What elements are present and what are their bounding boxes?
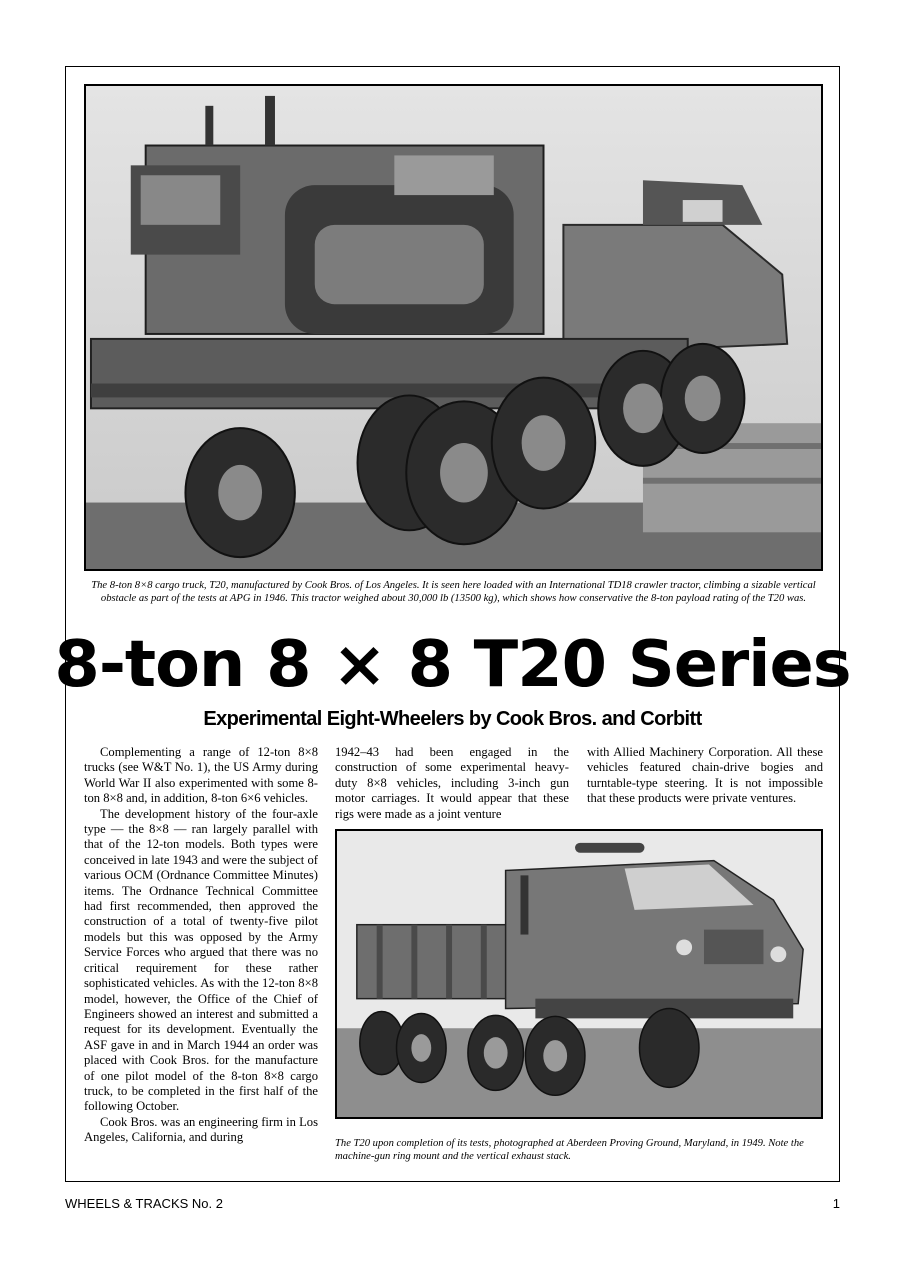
bottom-photo-caption: The T20 upon completion of its tests, photographed at Aberdeen Proving Ground, Maryland, in 1949. Note the machine-gun ring mount and the vertical exhaust stack. xyxy=(335,1138,804,1162)
article-column-2 xyxy=(335,745,569,822)
article-column-3 xyxy=(587,745,823,807)
page-number: 1 xyxy=(832,1196,840,1211)
article-column-1 xyxy=(84,745,318,1146)
column-1-paragraph-2: The development history of the four-axle type — the 8×8 — ran largely parallel with that of the 12-ton models. Both types were conceived in late 1943 and were the subject of various OCM (Ordnance Committee Minutes) items. The Ordnance Technical Committee had first recommended, then approved the construction of a total of twenty-five pilot models but this was opposed by the Army Service Forces who argued that there was no critical requirement for these rather sophisticated vehicles. As with the 12-ton 8×8 model, however, the Office of the Chief of Engineers showed an interest and submitted a request for its development. Eventually the ASF gave in and in March 1944 an order was placed with Cook Bros. for the manufacture of one pilot model of the 8-ton 8×8 cargo truck, to be completed in the first half of the following October. xyxy=(84,806,318,1114)
bottom-photo xyxy=(335,829,823,1119)
page-title: 8-ton 8 × 8 T20 Series xyxy=(54,628,851,702)
column-1-paragraph-3: Cook Bros. was an engineering firm in Los Angeles, California, and during xyxy=(84,1114,318,1145)
column-2-paragraph-1: 1942–43 had been engaged in the construction of some experimental heavy-duty 8×8 vehicles, including 3-inch gun motor carriages. It would appear that these rigs were made as a joint venture xyxy=(335,745,569,821)
column-3-paragraph-1: with Allied Machinery Corporation. All these vehicles featured chain-drive bogies and turntable-type steering. It is not impossible that these products were private ventures. xyxy=(587,745,823,806)
top-photo-caption: The 8-ton 8×8 cargo truck, T20, manufactured by Cook Bros. of Los Angeles. It is seen here loaded with an International TD18 crawler tractor, climbing a sizable vertical obstacle as part of the tests at APG in 1946. This tractor weighed about 30,000 lb (13500 kg), which shows how conservative the 8-ton payload rating of the T20 was. xyxy=(91,580,816,604)
column-1-paragraph-1: Complementing a range of 12-ton 8×8 trucks (see W&T No. 1), the US Army during World War II also experimented with some 8-ton 8×8 and, in addition, 8-ton 6×6 vehicles. xyxy=(84,745,318,806)
truck-with-tractor-image xyxy=(86,86,821,569)
publication-name: WHEELS & TRACKS No. 2 xyxy=(65,1196,223,1211)
top-photo xyxy=(84,84,823,571)
t20-truck-image xyxy=(337,831,821,1117)
page-subtitle: Experimental Eight-Wheelers by Cook Bros. and Corbitt xyxy=(203,708,702,730)
